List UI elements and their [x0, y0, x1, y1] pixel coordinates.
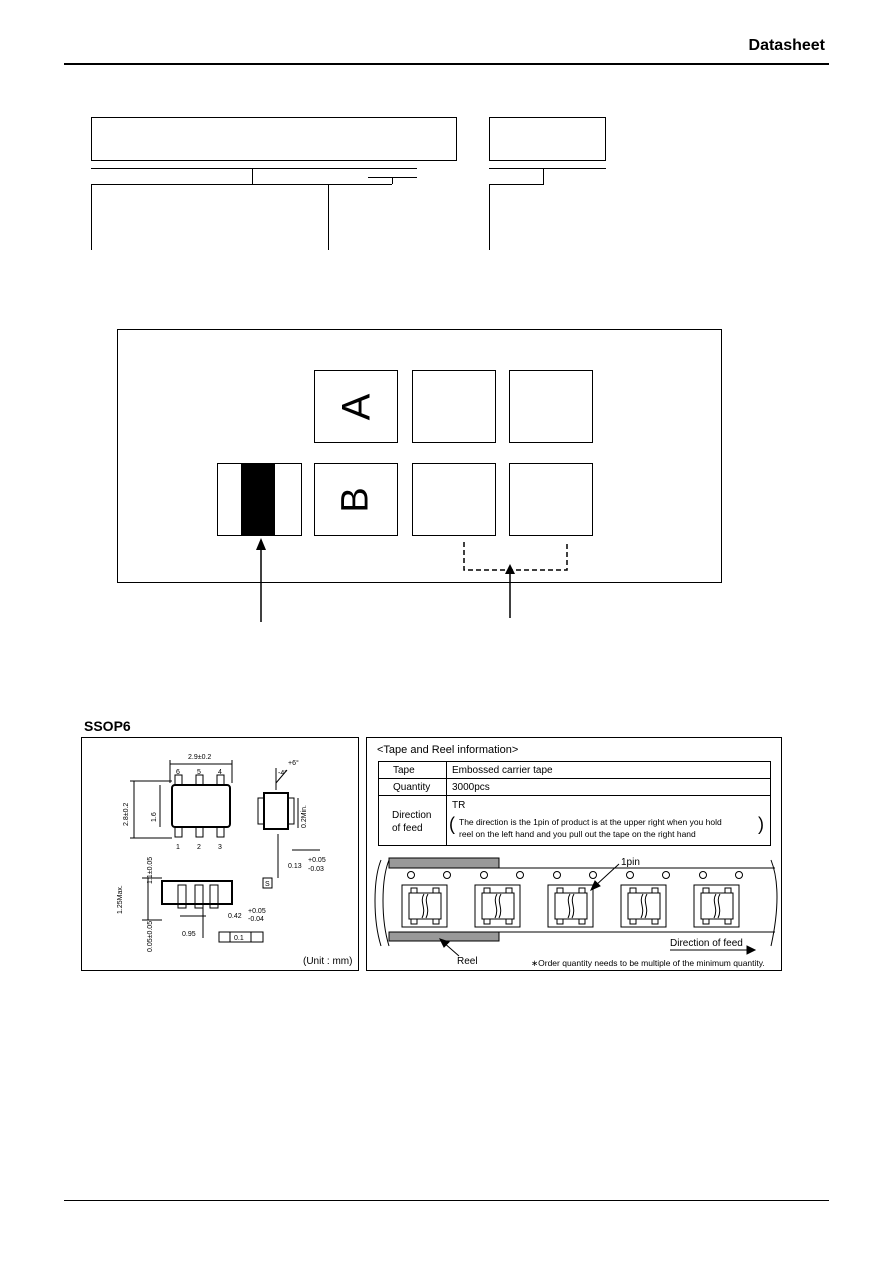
table-row-divider-2 — [378, 795, 771, 796]
page-header-title: Datasheet — [748, 37, 825, 54]
direction-bracket-right: ) — [758, 814, 764, 834]
package-title: SSOP6 — [84, 718, 131, 734]
unit-note: (Unit : mm) — [303, 956, 353, 967]
mark-cell-5 — [412, 463, 496, 536]
reel-label: Reel — [457, 956, 478, 967]
table-row-divider-1 — [378, 778, 771, 779]
tape-reel-heading: <Tape and Reel information> — [377, 744, 519, 756]
dim-tolerance-frame: 0.1 — [234, 935, 244, 942]
dim-lead-tol-bot: -0.04 — [248, 916, 264, 923]
pocket-2 — [475, 885, 520, 927]
packaging-code-box — [490, 118, 606, 161]
direction-text-1: The direction is the 1pin of product is at the upper right when you hold — [459, 817, 722, 827]
pin-label-3: 3 — [218, 844, 222, 851]
mark-cell-b — [314, 463, 398, 536]
dim-height-max: 1.25Max. — [117, 885, 124, 914]
dim-lead-tol-top: +0.05 — [248, 908, 266, 915]
mark-cell-a — [314, 370, 398, 443]
tape-pockets — [402, 885, 739, 927]
pin-label-5: 5 — [197, 769, 201, 776]
dim-lead-width: 0.42 — [228, 913, 242, 920]
table-col-divider — [446, 761, 447, 846]
direction-text-2: reel on the left hand and you pull out the tape on the right hand — [459, 829, 696, 839]
dim-angle-b: -4° — [278, 770, 288, 777]
lot-mark-cell — [217, 463, 302, 536]
row-label-direction-1: Direction — [392, 810, 432, 821]
dim-min-length: 0.2Min. — [301, 805, 308, 828]
lot-mark-bar — [241, 464, 275, 535]
pin-label-1: 1 — [176, 844, 180, 851]
dim-width-top: 2.9±0.2 — [188, 754, 212, 761]
mark-cell-3 — [509, 370, 593, 443]
reel-flange-bottom — [389, 932, 499, 941]
lot-mark-arrowhead — [256, 538, 266, 550]
mark-cell-6 — [509, 463, 593, 536]
feed-label: Direction of feed — [670, 938, 743, 949]
direction-bracket-left: ( — [449, 814, 455, 834]
tape-illustration — [367, 850, 781, 970]
dim-height-left: 2.8±0.2 — [123, 802, 130, 826]
dim-inner-height: 1.6 — [151, 812, 158, 822]
pocket-4 — [621, 885, 666, 927]
reel-flange-top — [389, 858, 499, 868]
datum-symbol: S — [265, 881, 270, 888]
mark-letter-b: B — [334, 486, 377, 513]
serial-bracket — [464, 542, 567, 570]
row-label-direction-2: of feed — [392, 823, 423, 834]
row-label-quantity: Quantity — [393, 782, 431, 793]
pin1-arrow-line — [595, 864, 619, 886]
pin-label-4: 4 — [218, 769, 222, 776]
part-number-box — [92, 118, 457, 161]
direction-code: TR — [452, 800, 466, 811]
dim-angle: +6° — [288, 760, 299, 767]
side-view-body — [264, 793, 288, 829]
top-view-body — [172, 785, 230, 827]
serial-arrowhead — [505, 564, 515, 574]
row-value-tape: Embossed carrier tape — [452, 765, 553, 776]
mark-cell-2 — [412, 370, 496, 443]
package-outline-drawing — [82, 738, 358, 970]
footer-rule — [64, 1200, 829, 1201]
dim-pitch: 0.95 — [182, 931, 196, 938]
part-number-brackets — [91, 169, 606, 251]
dim-thickness: 0.13 — [288, 863, 302, 870]
header-rule — [64, 63, 829, 65]
pocket-1 — [402, 885, 447, 927]
feed-arrowhead — [747, 946, 755, 954]
pin1-label: 1pin — [621, 857, 640, 868]
dim-thickness-tol-bot: -0.03 — [308, 866, 324, 873]
row-value-quantity: 3000pcs — [452, 782, 490, 793]
pocket-3 — [548, 885, 593, 927]
dim-thickness-tol-top: +0.05 — [308, 857, 326, 864]
order-quantity-note: ∗Order quantity needs to be multiple of the minimum quantity. — [531, 958, 765, 968]
pin-label-2: 2 — [197, 844, 201, 851]
part-number-diagram — [0, 100, 893, 260]
marking-callouts — [0, 530, 893, 630]
dim-standoff: 1.1±0.05 — [147, 856, 154, 884]
pocket-5 — [694, 885, 739, 927]
mark-letter-a: A — [334, 393, 378, 420]
front-view-body — [162, 881, 232, 904]
row-label-tape: Tape — [393, 765, 415, 776]
pin-label-6: 6 — [176, 769, 180, 776]
dim-base: 0.05±0.05 — [147, 920, 154, 952]
